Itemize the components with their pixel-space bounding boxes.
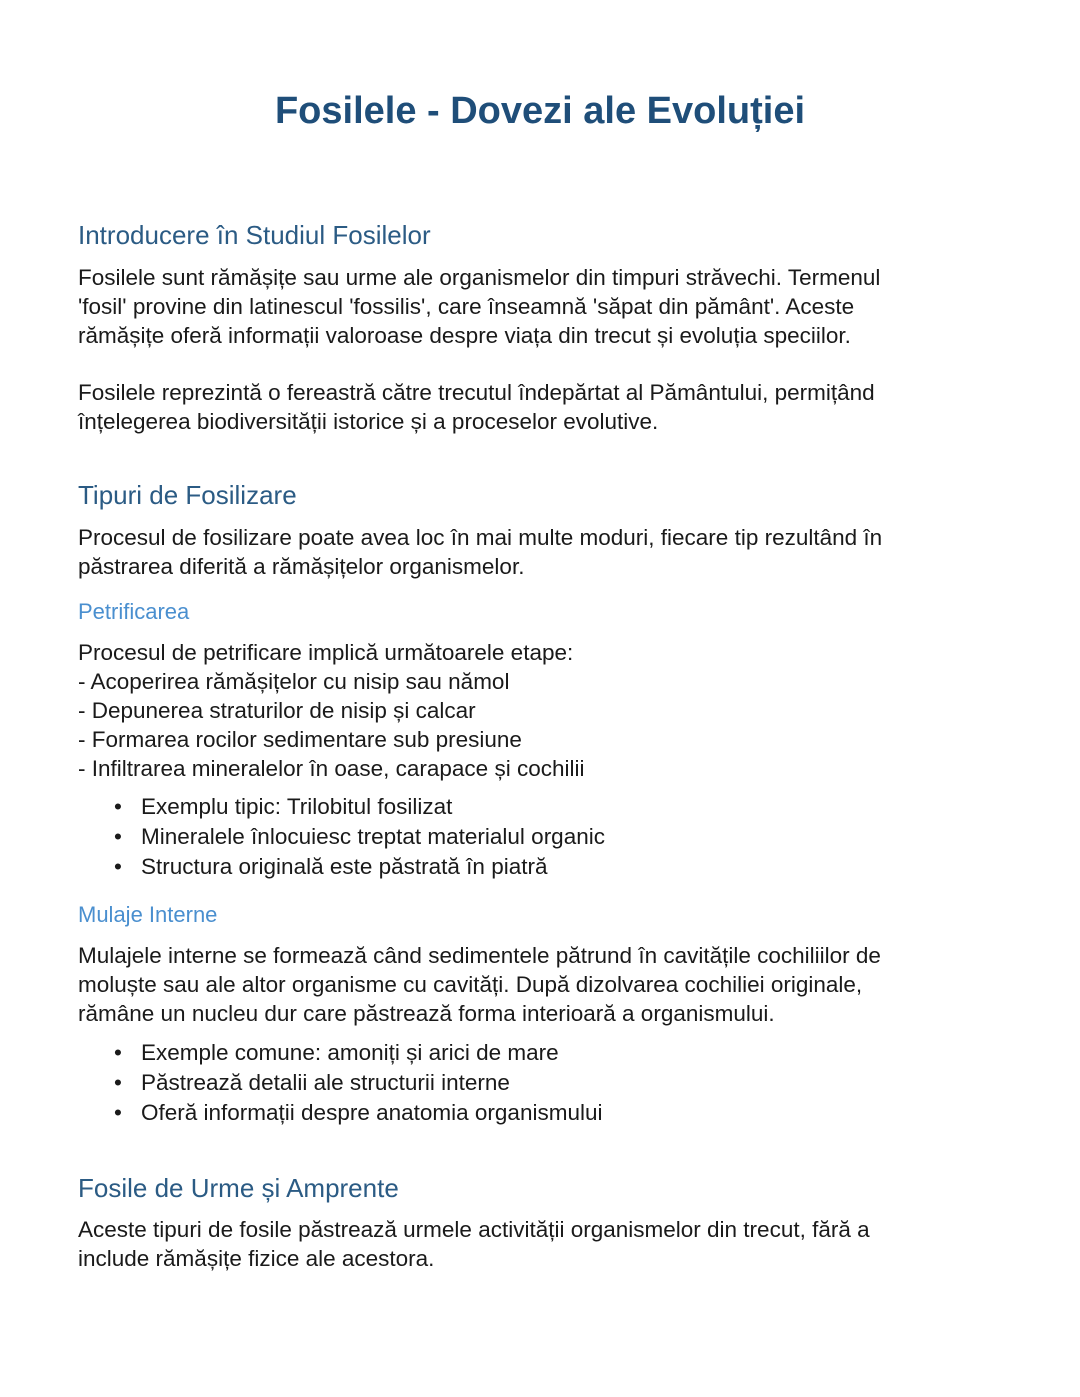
mulaje-paragraph: Mulajele interne se formează când sedimentele pătrund în cavitățile cochiliilor de moluște sau ale altor organisme cu cavități. După dizolvarea cochiliei originale, rămâne un nucleu dur care păstrează forma interioară a organismului.: [78, 943, 881, 1026]
list-item: • Mineralele înlocuiesc treptat materialul organic: [78, 822, 605, 852]
bullet-glyph: •: [114, 1100, 122, 1125]
page-title: Fosilele - Dovezi ale Evoluției: [274, 90, 806, 132]
list-item: • Păstrează detalii ale structurii interne: [78, 1068, 602, 1098]
section-heading-tipuri: Tipuri de Fosilizare: [78, 480, 297, 510]
intro-paragraph-2: Fosilele reprezintă o fereastră către trecutul îndepărtat al Pământului, permițând înțelegerea biodiversității istorice și a proceselor evolutive.: [78, 380, 875, 434]
list-item: • Exemplu tipic: Trilobitul fosilizat: [78, 792, 605, 822]
bullet-glyph: •: [114, 1040, 122, 1065]
mulaje-bullet-list: [78, 1038, 602, 1128]
petrificarea-steps: Procesul de petrificare implică următoarele etape: - Acoperirea rămășițelor cu nisip sau nămol - Depunerea straturilor de nisip și calcar - Formarea rocilor sedimentare sub presiune - Infiltrarea mineralelor în oase, carapace și cochilii: [78, 640, 585, 781]
bullet-glyph: •: [114, 794, 122, 819]
bullet-glyph: •: [114, 824, 122, 849]
subsection-heading-petrificarea: Petrificarea: [78, 599, 190, 624]
bullet-glyph: •: [114, 854, 122, 879]
section-heading-intro: Introducere în Studiul Fosilelor: [78, 220, 431, 250]
list-item: • Oferă informații despre anatomia organismului: [78, 1098, 602, 1128]
list-item: • Exemple comune: amoniți și arici de mare: [78, 1038, 602, 1068]
subsection-heading-mulaje: Mulaje Interne: [78, 902, 218, 927]
petrificarea-bullet-list: [78, 792, 605, 882]
list-item: • Structura originală este păstrată în piatră: [78, 852, 605, 882]
bullet-glyph: •: [114, 1070, 122, 1095]
tipuri-paragraph: Procesul de fosilizare poate avea loc în mai multe moduri, fiecare tip rezultând în păstrarea diferită a rămășițelor organismelor.: [78, 525, 883, 579]
section-heading-urme: Fosile de Urme și Amprente: [78, 1173, 399, 1203]
intro-paragraph-1: Fosilele sunt rămășițe sau urme ale organismelor din timpuri străvechi. Termenul 'fosil' provine din latinescul 'fossilis', care înseamnă 'săpat din pământ'. Aceste rămășițe oferă informații valoroase despre viața din trecut și evoluția speciilor.: [78, 265, 881, 348]
urme-paragraph: Aceste tipuri de fosile păstrează urmele activității organismelor din trecut, fără a include rămășițe fizice ale acestora.: [78, 1217, 870, 1271]
